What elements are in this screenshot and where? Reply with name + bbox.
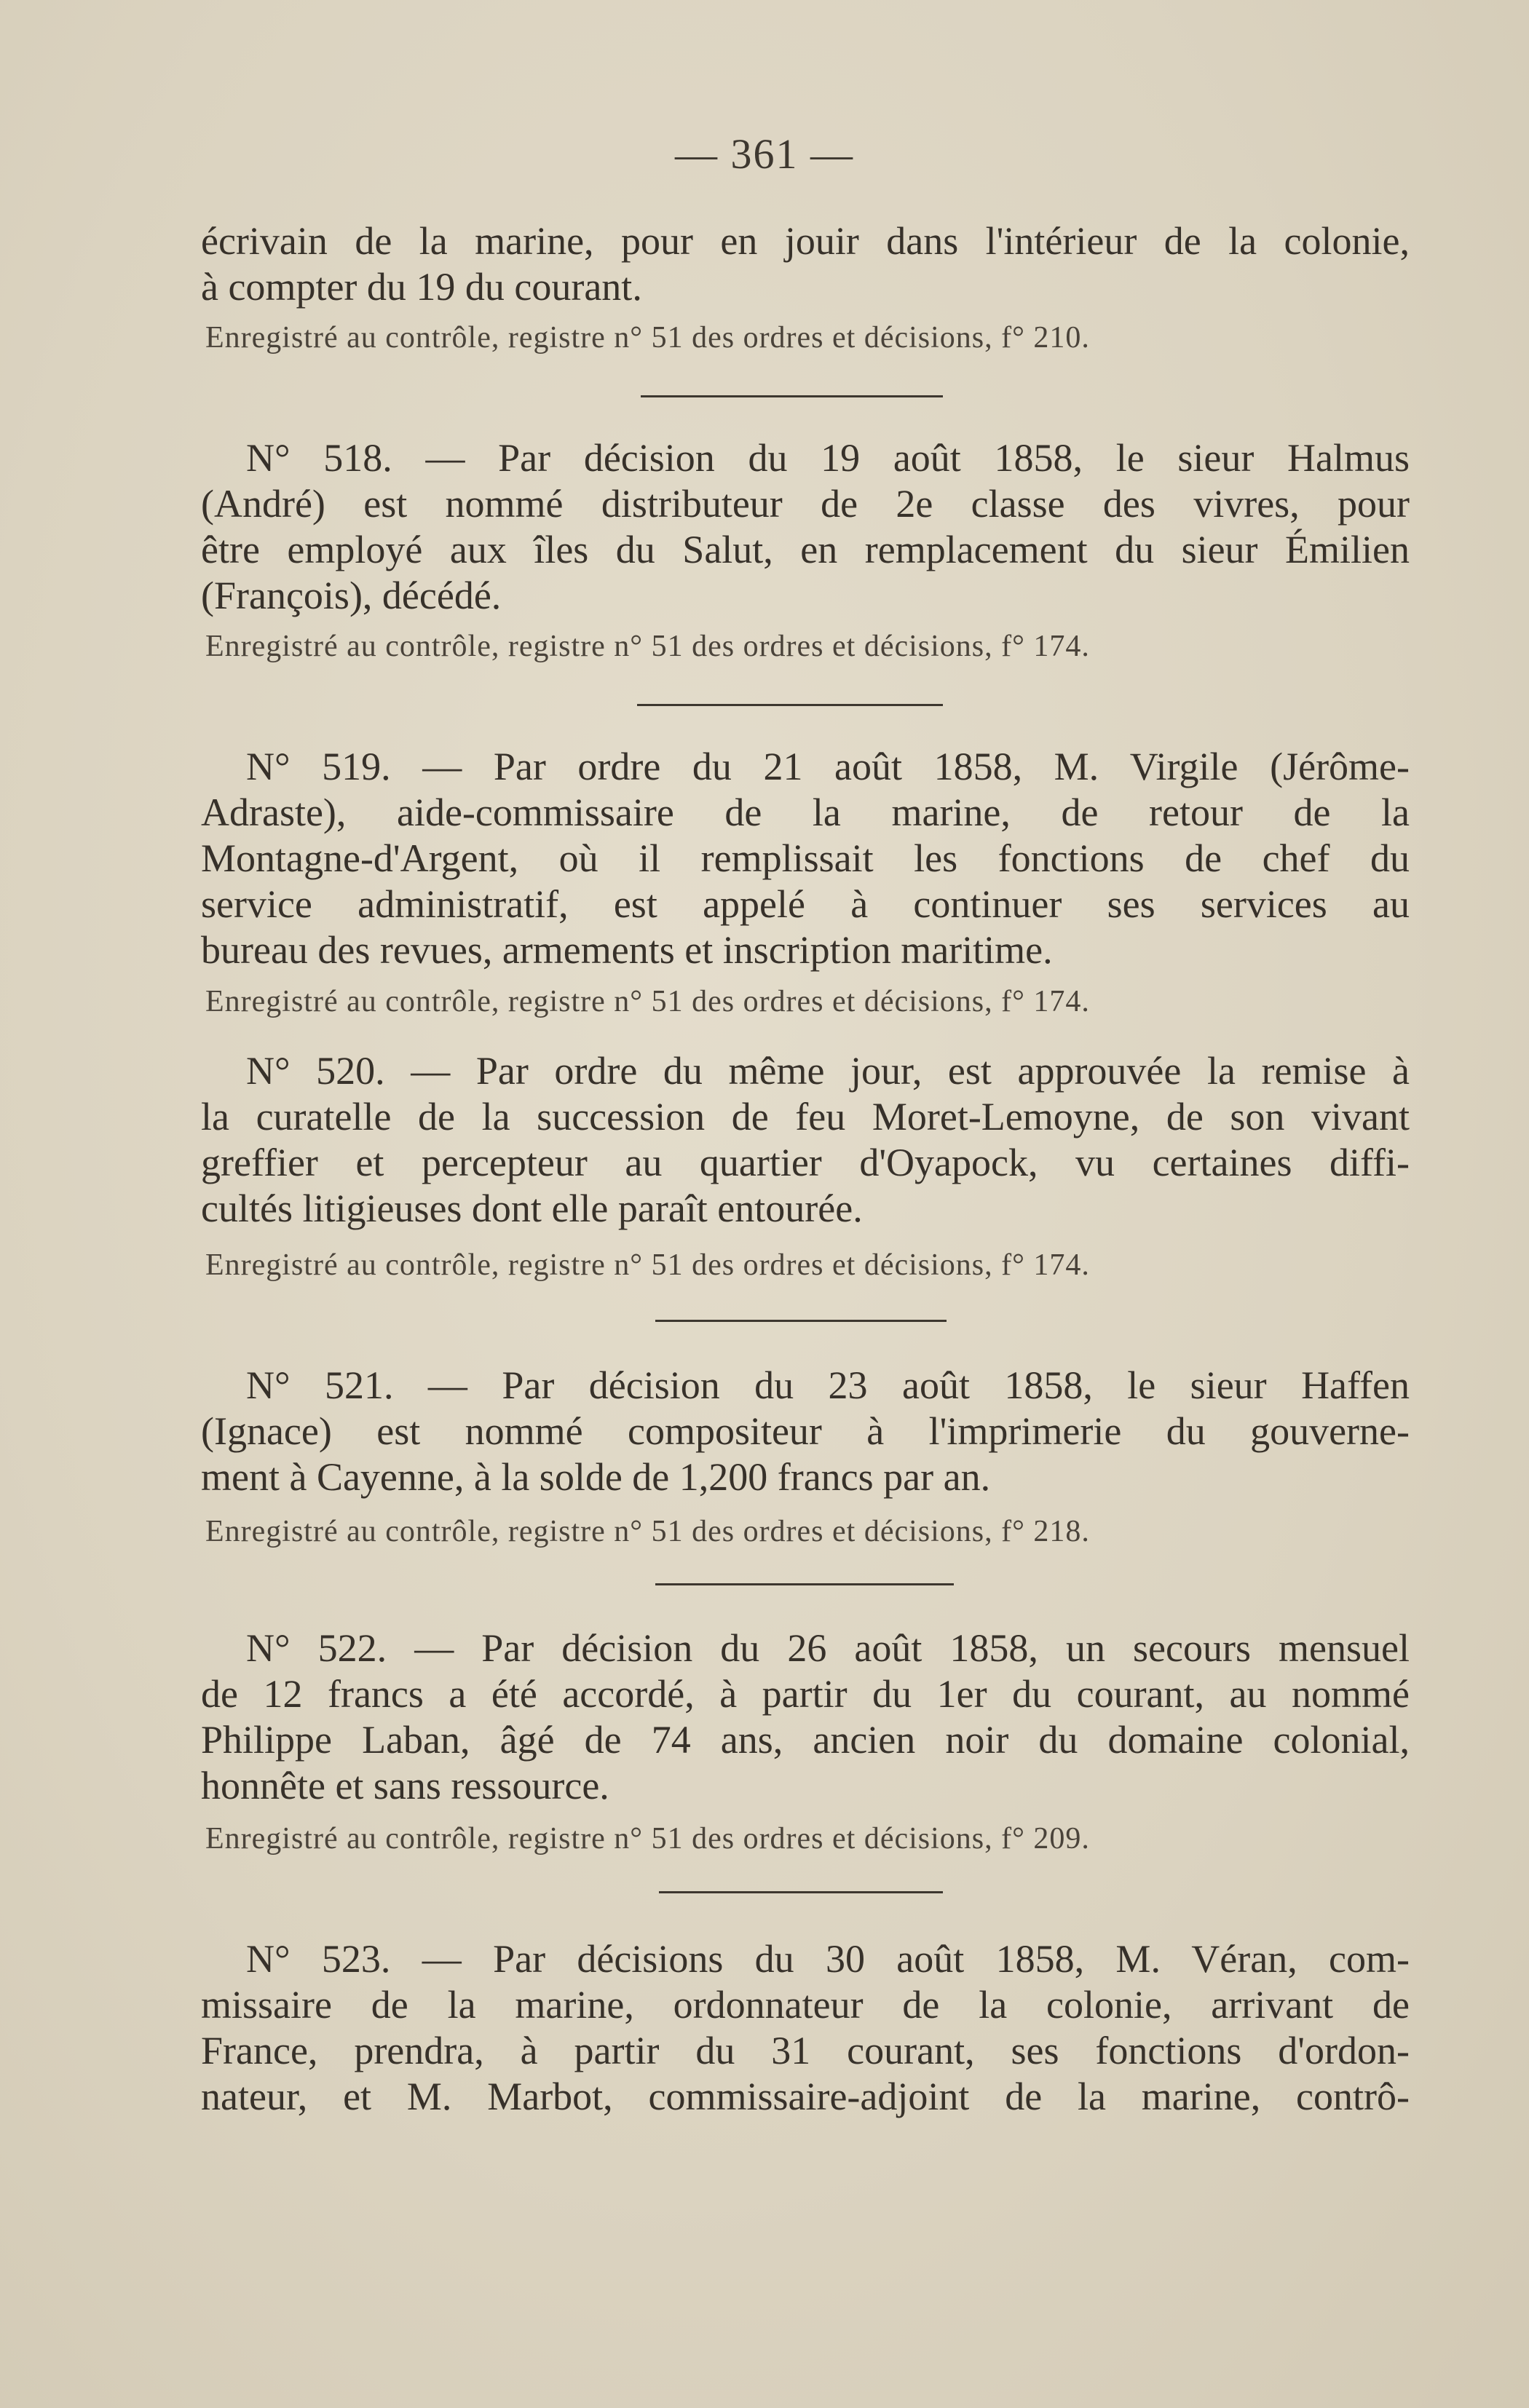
text-line: greffier et percepteur au quartier d'Oyapock, vu certaines diffi- (201, 1141, 1410, 1184)
separator-rule (655, 1320, 947, 1322)
text-line: écrivain de la marine, pour en jouir dans l'intérieur de la colonie, (201, 219, 1410, 263)
text-line: Philippe Laban, âgé de 74 ans, ancien noir du domaine colonial, (201, 1718, 1410, 1762)
entry-521 (201, 1363, 1410, 1500)
text-line: la curatelle de la succession de feu Moret-Lemoyne, de son vivant (201, 1095, 1410, 1138)
text-line: (Ignace) est nommé compositeur à l'imprimerie du gouverne- (201, 1409, 1410, 1453)
text-line: cultés litigieuses dont elle paraît entourée. (201, 1187, 863, 1230)
text-line: N° 522. — Par décision du 26 août 1858, un secours mensuel (246, 1626, 1410, 1670)
text-line: nateur, et M. Marbot, commissaire-adjoint de la marine, contrô- (201, 2075, 1410, 2118)
text-line: N° 521. — Par décision du 23 août 1858, le sieur Haffen (246, 1363, 1410, 1407)
entry-519 (201, 744, 1410, 973)
text-line: ment à Cayenne, à la solde de 1,200 francs par an. (201, 1455, 991, 1499)
text-line: N° 520. — Par ordre du même jour, est approuvée la remise à (246, 1049, 1410, 1093)
entry-520 (201, 1048, 1410, 1232)
text-line: N° 518. — Par décision du 19 août 1858, le sieur Halmus (246, 436, 1410, 480)
text-line: missaire de la marine, ordonnateur de la colonie, arrivant de (201, 1983, 1410, 2027)
register-note: Enregistré au contrôle, registre n° 51 des ordres et décisions, f° 174. (205, 985, 1090, 1018)
register-note: Enregistré au contrôle, registre n° 51 des ordres et décisions, f° 174. (205, 630, 1090, 663)
text-line: Adraste), aide-commissaire de la marine, de retour de la (201, 791, 1410, 834)
text-line: N° 519. — Par ordre du 21 août 1858, M. Virgile (Jérôme- (246, 745, 1410, 788)
text-line: (André) est nommé distributeur de 2e classe des vivres, pour (201, 482, 1410, 526)
separator-rule (655, 1583, 954, 1585)
entry-518 (201, 435, 1410, 619)
page-number: — 361 — (675, 130, 854, 178)
text-line: N° 523. — Par décisions du 30 août 1858, M. Véran, com- (246, 1937, 1410, 1981)
separator-rule (659, 1891, 943, 1893)
text-line: service administratif, est appelé à continuer ses services au (201, 882, 1410, 926)
text-line: de 12 francs a été accordé, à partir du 1er du courant, au nommé (201, 1672, 1410, 1716)
register-note: Enregistré au contrôle, registre n° 51 des ordres et décisions, f° 174. (205, 1248, 1090, 1282)
register-note: Enregistré au contrôle, registre n° 51 des ordres et décisions, f° 218. (205, 1515, 1090, 1548)
entry-522 (201, 1625, 1410, 1809)
text-line: à compter du 19 du courant. (201, 265, 642, 309)
separator-rule (641, 395, 943, 397)
text-line: honnête et sans ressource. (201, 1764, 609, 1807)
text-line: France, prendra, à partir du 31 courant, ses fonctions d'ordon- (201, 2029, 1410, 2072)
intro-paragraph (201, 218, 1410, 310)
register-note: Enregistré au contrôle, registre n° 51 des ordres et décisions, f° 209. (205, 1822, 1090, 1855)
text-line: Montagne-d'Argent, où il remplissait les fonctions de chef du (201, 836, 1410, 880)
text-line: être employé aux îles du Salut, en remplacement du sieur Émilien (201, 528, 1410, 571)
separator-rule (637, 704, 943, 706)
text-line: (François), décédé. (201, 574, 502, 617)
register-note: Enregistré au contrôle, registre n° 51 des ordres et décisions, f° 210. (205, 321, 1090, 355)
text-line: bureau des revues, armements et inscription maritime. (201, 928, 1053, 972)
entry-523 (201, 1936, 1410, 2120)
